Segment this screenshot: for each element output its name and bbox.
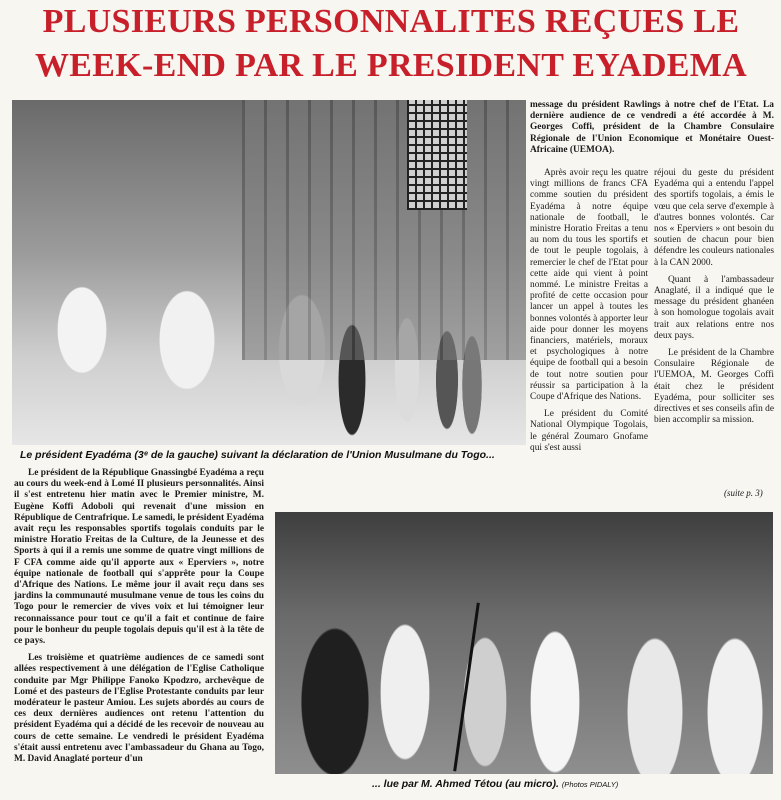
- middle-paragraph-1: Après avoir reçu les quatre vingt millions de francs CFA comme soutien du président Eyadéma à notre équipe nationale de football, le ministre Horatio Freitas a tenu au nom du tous les sportifs et de tout le peuple togolais, à remercier le chef de l'Etat pour cette aide qui vient à point nommé. Le ministre Freitas a profité de cette occasion pour lancer un appel à toutes les bonnes volontés à apporter leur aide pour donner les moyens financiers, matériels, moraux et psychologiques à notre équipe de football qui a besoin de tout notre soutien pour réussir sa participation à la Coupe d'Afrique des Nations.: [530, 168, 648, 403]
- lead-column: [14, 468, 264, 771]
- right-column: [654, 168, 774, 432]
- lead-paragraph-1: Le président de la République Gnassingbé Eyadéma a reçu au cours du week-end à Lomé II plusieurs personnalités. Ainsi il s'est entretenu hier matin avec le Premier ministre, M. Eugène Koffi Adoboli qui revenait d'une mission en République de Centrafrique. Le samedi, le président Eyadéma avait reçu les responsables sportifs togolais conduits par le ministre Horatio Freitas de la Culture, de la Jeunesse et des Sports à qui il a remis une somme de quatre vingt millions de F CFA comme aide qu'il apporte aux « Eperviers », notre équipe nationale de football qui s'apprête pour la Coupe d'Afrique des Nations. Le même jour il avait reçu dans ses jardins la communauté musulmane venue de tous les coins du Togo pour le remercier de vives voix et lui témoigner leur reconnaissance pour tout ce qu'il a fait et continue de faire pour le bonheur du peuple togolais depuis qu'il est à la tête de ce pays.: [14, 468, 264, 647]
- middle-column: [530, 168, 648, 460]
- photo-lattice-wall: [407, 100, 467, 210]
- middle-paragraph-2: Le président du Comité National Olympique Togolais, le général Zoumaro Gnofame qui s'est aussi: [530, 409, 648, 453]
- photo-building-background: [242, 100, 526, 360]
- continuation-note: (suite p. 3): [724, 488, 763, 498]
- right-paragraph-3: Le président de la Chambre Consulaire Régionale de l'UEMOA, M. Georges Coffi était chez le président Eyadéma, pour solliciter ses directives et ses conseils afin de bien accomplir sa mission.: [654, 348, 775, 426]
- headline-line-1: PLUSIEURS PERSONNALITES REÇUES LE: [42, 3, 740, 40]
- intro-text: message du président Rawlings à notre chef de l'Etat. La dernière audience de ce vendredi a été accordée à M. Georges Coffi, président de la Chambre Consulaire Régionale de l'Union Economique et Monétaire Ouest-Africaine (UEMOA).: [530, 100, 774, 155]
- photo-bottom-caption: [372, 778, 618, 790]
- photo-bottom-caption-text: ... lue par M. Ahmed Tétou (au micro).: [372, 778, 559, 790]
- photo-top-caption: Le président Eyadéma (3ᵉ de la gauche) suivant la déclaration de l'Union Musulmane du Togo...: [20, 449, 495, 461]
- headline: [6, 0, 776, 88]
- right-paragraph-2: Quant à l'ambassadeur Anaglaté, il a indiqué que le message du président ghanéen à son homologue togolais avait trait aux relations entre nos deux pays.: [654, 274, 774, 341]
- photo-declaration-reading: [275, 512, 773, 774]
- intro-paragraph: [530, 100, 774, 162]
- right-paragraph-1: réjoui du geste du président Eyadéma qui a entendu l'appel des sportifs togolais, a émis le vœu que cela serve d'exemple à d'autres bonnes volontés. Car nos « Eperviers » ont besoin du soutien de chacun pour bien défendre les couleurs nationales à la CAN 2000.: [654, 168, 775, 268]
- microphone-stand: [453, 603, 480, 772]
- lead-paragraph-2: Les troisième et quatrième audiences de ce samedi sont allées respectivement à une délégation de l'Eglise Catholique conduite par Mgr Philippe Fanoko Kpodzro, archevêque de Lomé et des pasteurs de l'Eglise Protestante conduits par leur modérateur le pasteur Amiou. Les sujets abordés au cours de ces deux dernières audiences ont retenu l'attention du président Eyadéma qui a décidé de les recevoir de nouveau au cours de cette semaine. Le vendredi le président Eyadéma s'était aussi entretenu avec l'ambassadeur du Ghana au Togo, M. David Anaglaté porteur d'un: [14, 653, 264, 765]
- photo-credit: (Photos PIDALY): [561, 780, 619, 789]
- headline-line-2: WEEK-END PAR LE PRESIDENT EYADEMA: [34, 47, 748, 84]
- photo-president-ceremony: [12, 100, 526, 445]
